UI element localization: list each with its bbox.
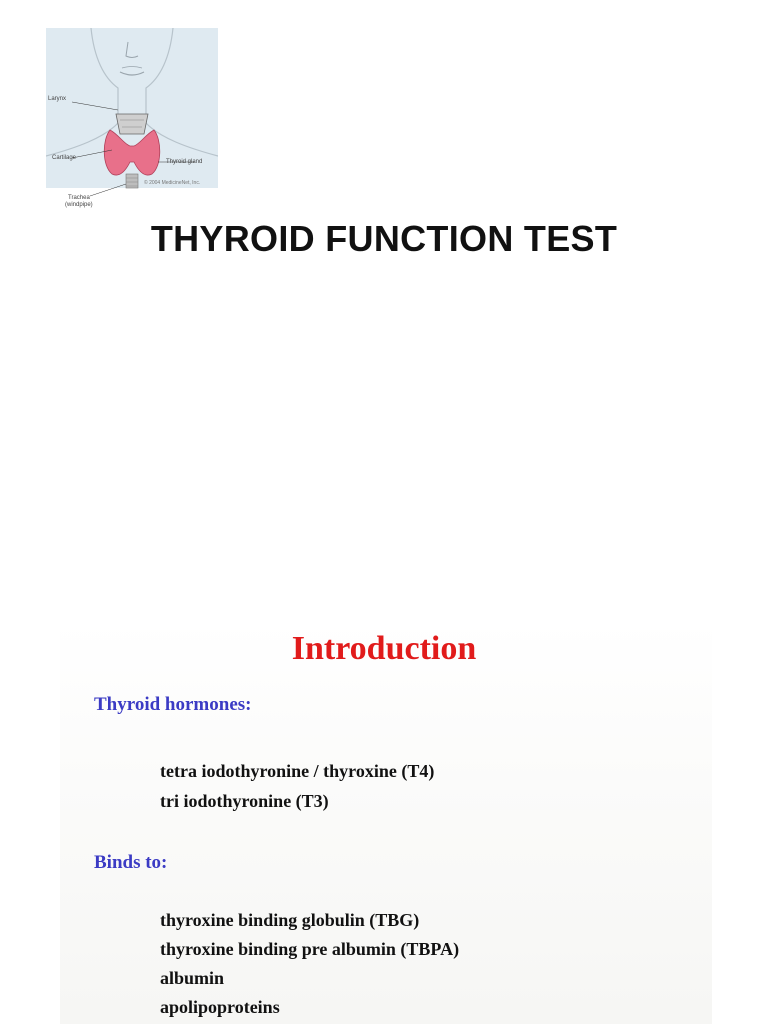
thyroid-hormones-heading: Thyroid hormones: xyxy=(94,694,252,715)
thyroid-anatomy-illustration xyxy=(46,28,218,214)
copyright-label: © 2004 MedicineNet, Inc. xyxy=(144,180,201,186)
introduction-title: Introduction xyxy=(291,630,477,667)
list-item: albumin xyxy=(160,968,225,988)
list-item: thyroxine binding globulin (TBG) xyxy=(160,910,420,930)
larynx-label: Larynx xyxy=(48,96,67,102)
binds-to-heading: Binds to: xyxy=(94,852,168,873)
cartilage-label: Cartilage xyxy=(52,155,77,161)
thyroid-gland-label: Thyroid gland xyxy=(166,159,203,165)
thyroid-hormones-list xyxy=(160,756,434,816)
list-item: thyroxine binding pre albumin (TBPA) xyxy=(160,939,460,959)
page-title: THYROID FUNCTION TEST xyxy=(150,218,618,259)
list-item: tetra iodothyronine / thyroxine (T4) xyxy=(160,761,435,781)
list-item: tri iodothyronine (T3) xyxy=(160,791,329,811)
list-item: apolipoproteins xyxy=(160,997,280,1017)
binding-proteins-list xyxy=(160,906,459,1022)
trachea-label: Trachea xyxy=(68,195,90,201)
windpipe-label: (windpipe) xyxy=(65,202,93,208)
